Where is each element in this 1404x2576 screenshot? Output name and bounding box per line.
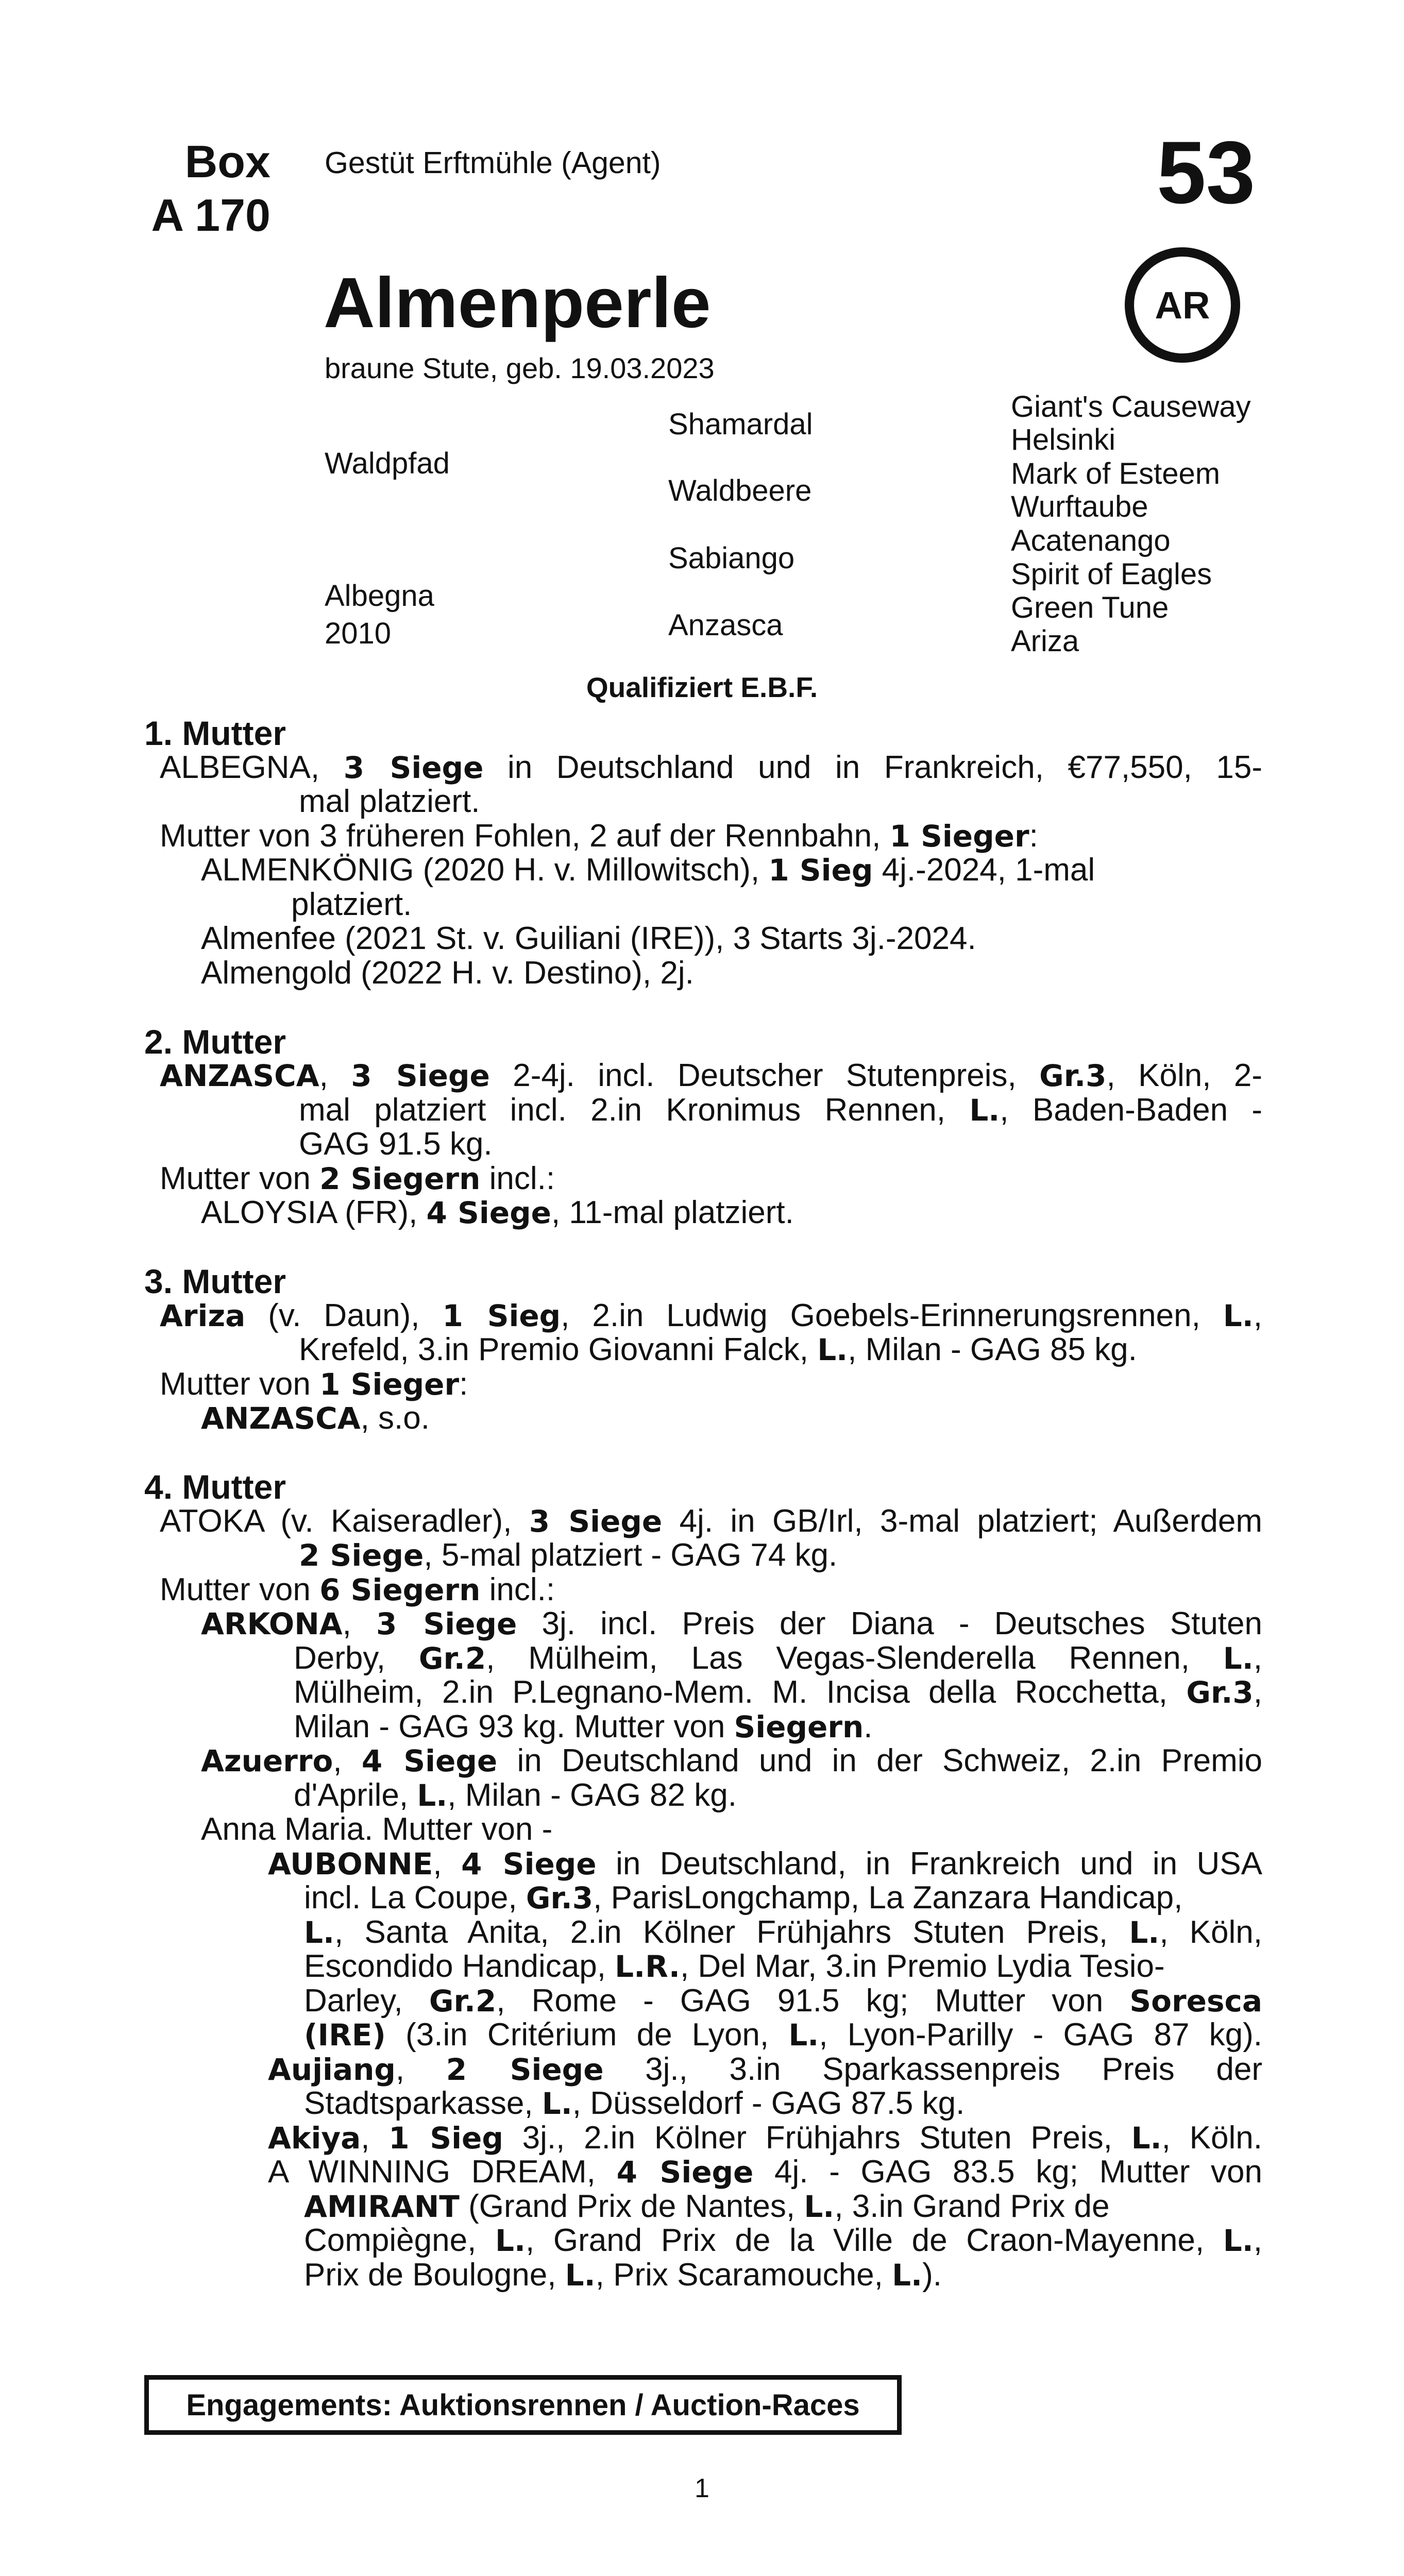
text-run: Escondido Handicap, bbox=[304, 1948, 615, 1984]
bold-run: Aujiang bbox=[268, 2052, 396, 2087]
text-run: , Köln. bbox=[1161, 2120, 1262, 2156]
bold-run: 6 Siegern bbox=[319, 1572, 481, 1607]
text-line bbox=[144, 2258, 1262, 2293]
text-run: 2-4j. incl. Deutscher Stutenpreis, bbox=[489, 1058, 1040, 1093]
text-run: Darley, bbox=[304, 1982, 429, 2019]
qualification-note: Qualifiziert E.B.F. bbox=[586, 671, 818, 703]
text-run: Almengold (2022 H. v. Destino), 2j. bbox=[201, 955, 694, 991]
text-run: , Köln, 2- bbox=[1106, 1058, 1262, 1093]
text-run: , bbox=[333, 1743, 362, 1778]
text-run: platziert. bbox=[291, 886, 412, 922]
bold-run: (IRE) bbox=[304, 2018, 386, 2053]
consignor: Gestüt Erftmühle (Agent) bbox=[325, 146, 661, 180]
text-line bbox=[144, 1059, 1262, 1093]
bold-run: L. bbox=[804, 2189, 835, 2224]
bold-run: Ariza bbox=[160, 1298, 246, 1333]
pedigree-sire-dam: Waldbeere bbox=[668, 474, 812, 507]
text-line bbox=[144, 1367, 1262, 1402]
text-run: ALMENKÖNIG (2020 H. v. Millowitsch), bbox=[201, 852, 769, 888]
text-line bbox=[144, 888, 1262, 922]
section-spacer bbox=[144, 990, 1262, 1025]
section-title: 3. Mutter bbox=[144, 1262, 286, 1300]
bold-run: 1 Sieg bbox=[388, 2120, 503, 2156]
pedigree-dam-year: 2010 bbox=[325, 617, 392, 650]
text-run: ). bbox=[922, 2257, 942, 2293]
pedigree-sire-sire: Shamardal bbox=[668, 408, 813, 441]
text-run: , 11-mal platziert. bbox=[551, 1195, 794, 1230]
section-spacer bbox=[144, 1436, 1262, 1470]
text-run: , Milan - GAG 82 kg. bbox=[447, 1777, 737, 1813]
bold-run: L. bbox=[892, 2257, 923, 2293]
text-line bbox=[144, 853, 1262, 888]
text-run: in Deutschland und in der Schweiz, 2.in Premio bbox=[497, 1743, 1262, 1778]
bold-run: L. bbox=[1223, 2223, 1254, 2258]
text-line bbox=[144, 751, 1262, 785]
text-run: . bbox=[864, 1708, 873, 1744]
text-run: , Köln, bbox=[1159, 1914, 1262, 1950]
text-line bbox=[144, 2190, 1262, 2224]
pedigree-gen3-7: Green Tune bbox=[1011, 591, 1169, 624]
text-run: , 2.in Ludwig Goebels-Erinnerungsrennen, bbox=[561, 1297, 1223, 1333]
dam-sections bbox=[144, 716, 1262, 2292]
text-run: , bbox=[1253, 1640, 1262, 1676]
text-run: 4j. - GAG 83.5 kg; Mutter von bbox=[753, 2154, 1262, 2190]
pedigree-gen3-2: Helsinki bbox=[1011, 423, 1116, 456]
section-spacer bbox=[144, 1230, 1262, 1265]
text-run: , bbox=[342, 1606, 377, 1641]
text-run: , 3.in Grand Prix de bbox=[834, 2188, 1110, 2224]
text-line bbox=[144, 1607, 1262, 1641]
bold-run: Gr.2 bbox=[429, 1983, 497, 2019]
horse-description: braune Stute, geb. 19.03.2023 bbox=[325, 352, 715, 384]
bold-run: L. bbox=[817, 1332, 848, 1367]
bold-run: L. bbox=[417, 1777, 448, 1813]
text-run: (Grand Prix de Nantes, bbox=[459, 2188, 804, 2224]
bold-run: 2 Siege bbox=[299, 1538, 424, 1573]
bold-run: ANZASCA bbox=[201, 1401, 361, 1436]
bold-run: L. bbox=[788, 2018, 819, 2053]
bold-run: Gr.3 bbox=[526, 1880, 594, 1916]
text-run: , Prix Scaramouche, bbox=[595, 2257, 892, 2293]
bold-run: L. bbox=[304, 1914, 334, 1950]
bold-run: Gr.3 bbox=[1039, 1058, 1107, 1093]
text-line bbox=[144, 1162, 1262, 1196]
text-run: Stadtsparkasse, bbox=[304, 2086, 542, 2121]
bold-run: Soresca bbox=[1129, 1983, 1262, 2019]
bold-run: L. bbox=[1223, 1298, 1254, 1333]
engagements-box: Engagements: Auktionsrennen / Auction-Races bbox=[144, 2375, 902, 2435]
text-run: Mutter von bbox=[160, 1571, 320, 1607]
text-run: , Baden-Baden - bbox=[1000, 1092, 1262, 1128]
bold-run: L. bbox=[495, 2223, 526, 2258]
bold-run: L. bbox=[565, 2257, 596, 2293]
text-run: , bbox=[433, 1845, 462, 1882]
pedigree-dam: Albegna bbox=[325, 579, 434, 613]
bold-run: L. bbox=[969, 1092, 1000, 1128]
text-run: in Deutschland, in Frankreich und in USA bbox=[596, 1845, 1262, 1882]
text-run: ATOKA (v. Kaiseradler), bbox=[160, 1503, 529, 1539]
bold-run: 1 Sieg bbox=[768, 853, 873, 888]
text-run: in Deutschland und in Frankreich, €77,550, 15- bbox=[483, 749, 1262, 785]
text-line bbox=[144, 2087, 1262, 2121]
text-run: Mutter von 3 früheren Fohlen, 2 auf der Rennbahn, bbox=[160, 818, 890, 854]
bold-run: 3 Siege bbox=[529, 1503, 663, 1539]
text-run: Almenfee (2021 St. v. Guiliani (IRE)), 3 Starts 3j.-2024. bbox=[201, 921, 976, 956]
text-run: , s.o. bbox=[360, 1400, 430, 1436]
text-line bbox=[144, 1538, 1262, 1573]
bold-run: ARKONA bbox=[201, 1606, 343, 1641]
text-run: mal platziert incl. 2.in Kronimus Rennen, bbox=[299, 1092, 970, 1128]
pedigree-gen3-5: Acatenango bbox=[1011, 524, 1171, 557]
pedigree-gen3-6: Spirit of Eagles bbox=[1011, 557, 1212, 591]
text-line bbox=[144, 785, 1262, 819]
bold-run: ANZASCA bbox=[160, 1058, 319, 1093]
text-line bbox=[144, 1675, 1262, 1710]
text-line bbox=[144, 2018, 1262, 2053]
text-run: , ParisLongchamp, La Zanzara Handicap, bbox=[593, 1880, 1183, 1916]
bold-run: Akiya bbox=[268, 2120, 361, 2156]
text-run: , bbox=[1253, 1297, 1262, 1333]
text-run: Anna Maria. Mutter von - bbox=[201, 1811, 553, 1847]
text-run: 3j., 3.in Sparkassenpreis Preis der bbox=[603, 2051, 1262, 2087]
text-run: 3j. incl. Preis der Diana - Deutsches Stuten bbox=[517, 1606, 1262, 1641]
bold-run: 1 Sieger bbox=[319, 1366, 460, 1402]
text-run: 3j., 2.in Kölner Frühjahrs Stuten Preis, bbox=[503, 2120, 1131, 2156]
bold-run: Azuerro bbox=[201, 1743, 333, 1778]
text-run: , Milan - GAG 85 kg. bbox=[848, 1332, 1137, 1367]
text-line bbox=[144, 1710, 1262, 1744]
text-line bbox=[144, 922, 1262, 956]
text-run: , Mülheim, Las Vegas-Slenderella Rennen, bbox=[486, 1640, 1223, 1676]
bold-run: AMIRANT bbox=[304, 2189, 460, 2224]
text-line bbox=[144, 1573, 1262, 1607]
bold-run: 2 Siegern bbox=[319, 1161, 481, 1196]
text-line bbox=[144, 819, 1262, 854]
text-run: , bbox=[1253, 1674, 1262, 1710]
text-line bbox=[144, 1744, 1262, 1778]
pedigree-dam-dam: Anzasca bbox=[668, 608, 783, 642]
text-run: , Santa Anita, 2.in Kölner Frühjahrs Stuten Preis, bbox=[334, 1914, 1129, 1950]
section-title: 2. Mutter bbox=[144, 1022, 286, 1061]
section-title: 4. Mutter bbox=[144, 1468, 286, 1506]
text-line bbox=[144, 1950, 1262, 1984]
text-line bbox=[144, 2155, 1262, 2190]
text-run: d'Aprile, bbox=[294, 1777, 417, 1813]
text-run: : bbox=[1029, 818, 1038, 854]
text-line bbox=[144, 2224, 1262, 2258]
text-run: incl. La Coupe, bbox=[304, 1880, 526, 1916]
text-line bbox=[144, 1401, 1262, 1436]
text-run: , bbox=[319, 1058, 351, 1093]
text-line bbox=[144, 2053, 1262, 2087]
text-run: : bbox=[459, 1366, 468, 1402]
text-run: Mutter von bbox=[160, 1366, 320, 1402]
text-run: , bbox=[361, 2120, 389, 2156]
text-run: Mülheim, 2.in P.Legnano-Mem. M. Incisa della Rocchetta, bbox=[294, 1674, 1187, 1710]
text-run: , Lyon-Parilly - GAG 87 kg). bbox=[819, 2017, 1262, 2053]
bold-run: L. bbox=[1131, 2120, 1162, 2156]
bold-run: 2 Siege bbox=[446, 2052, 604, 2087]
text-run: incl.: bbox=[480, 1571, 555, 1607]
pedigree-gen3-8: Ariza bbox=[1011, 624, 1079, 658]
text-run: , Rome - GAG 91.5 kg; Mutter von bbox=[496, 1982, 1130, 2019]
box-label: Box bbox=[184, 136, 270, 187]
bold-run: 1 Sieg bbox=[442, 1298, 561, 1333]
box-number: A 170 bbox=[151, 190, 270, 241]
text-line bbox=[144, 1881, 1262, 1916]
bold-run: AUBONNE bbox=[268, 1846, 433, 1882]
text-run: (v. Daun), bbox=[245, 1297, 443, 1333]
page-number: 1 bbox=[695, 2473, 709, 2503]
text-run: ALOYSIA (FR), bbox=[201, 1195, 427, 1230]
text-line bbox=[144, 1916, 1262, 1950]
text-run: , bbox=[395, 2051, 446, 2087]
text-run: A WINNING DREAM, bbox=[268, 2154, 617, 2190]
pedigree-sire: Waldpfad bbox=[325, 447, 450, 480]
text-run: , bbox=[1253, 2223, 1262, 2258]
text-line bbox=[144, 1641, 1262, 1676]
lot-number: 53 bbox=[1157, 123, 1256, 222]
pedigree-dam-sire: Sabiango bbox=[668, 541, 795, 575]
text-run: GAG 91.5 kg. bbox=[299, 1126, 493, 1162]
text-run: 4j.-2024, 1-mal bbox=[873, 852, 1095, 888]
text-line bbox=[144, 1093, 1262, 1128]
text-run: Milan - GAG 93 kg. Mutter von bbox=[294, 1708, 734, 1744]
bold-run: 4 Siege bbox=[461, 1846, 597, 1882]
text-line bbox=[144, 1847, 1262, 1882]
text-run: Derby, bbox=[294, 1640, 419, 1676]
text-line bbox=[144, 1127, 1262, 1162]
ar-badge: AR bbox=[1125, 247, 1240, 363]
text-run: , Del Mar, 3.in Premio Lydia Tesio- bbox=[680, 1948, 1165, 1984]
bold-run: 3 Siege bbox=[376, 1606, 517, 1641]
text-line bbox=[144, 956, 1262, 991]
text-run: 4j. in GB/Irl, 3-mal platziert; Außerdem bbox=[662, 1503, 1262, 1539]
bold-run: 1 Sieger bbox=[889, 818, 1029, 854]
text-line bbox=[144, 1984, 1262, 2019]
text-run: , 5-mal platziert - GAG 74 kg. bbox=[424, 1537, 838, 1573]
text-run: Krefeld, 3.in Premio Giovanni Falck, bbox=[299, 1332, 818, 1367]
bold-run: L. bbox=[1129, 1914, 1160, 1950]
text-run: , Grand Prix de la Ville de Craon-Mayenne, bbox=[526, 2223, 1223, 2258]
text-run: incl.: bbox=[480, 1160, 555, 1196]
text-run: mal platziert. bbox=[299, 784, 480, 819]
bold-run: Gr.3 bbox=[1186, 1675, 1254, 1710]
text-run: Compiègne, bbox=[304, 2223, 495, 2258]
horse-name: Almenperle bbox=[324, 263, 711, 343]
bold-run: Siegern bbox=[734, 1709, 864, 1744]
text-run: Mutter von bbox=[160, 1160, 320, 1196]
section-title: 1. Mutter bbox=[144, 714, 286, 752]
text-line bbox=[144, 2121, 1262, 2156]
bold-run: L. bbox=[542, 2086, 572, 2121]
text-line bbox=[144, 1778, 1262, 1813]
text-line bbox=[144, 1504, 1262, 1539]
box-label-block bbox=[144, 135, 270, 242]
text-run: , Düsseldorf - GAG 87.5 kg. bbox=[572, 2086, 965, 2121]
text-run: Prix de Boulogne, bbox=[304, 2257, 565, 2293]
text-line bbox=[144, 1299, 1262, 1333]
pedigree-gen3-3: Mark of Esteem bbox=[1011, 457, 1221, 490]
bold-run: Gr.2 bbox=[418, 1640, 486, 1676]
bold-run: L. bbox=[1223, 1640, 1254, 1676]
bold-run: 4 Siege bbox=[361, 1743, 498, 1778]
text-line bbox=[144, 1196, 1262, 1230]
bold-run: 4 Siege bbox=[426, 1195, 551, 1230]
text-run: ALBEGNA, bbox=[160, 749, 344, 785]
bold-run: 3 Siege bbox=[351, 1058, 490, 1093]
text-line bbox=[144, 1812, 1262, 1847]
text-run: (3.in Critérium de Lyon, bbox=[385, 2017, 789, 2053]
text-line bbox=[144, 1333, 1262, 1367]
pedigree-gen3-1: Giant's Causeway bbox=[1011, 390, 1251, 423]
bold-run: 4 Siege bbox=[616, 2155, 754, 2190]
bold-run: 3 Siege bbox=[343, 750, 484, 785]
pedigree-gen3-4: Wurftaube bbox=[1011, 490, 1148, 523]
bold-run: L.R. bbox=[615, 1949, 680, 1984]
